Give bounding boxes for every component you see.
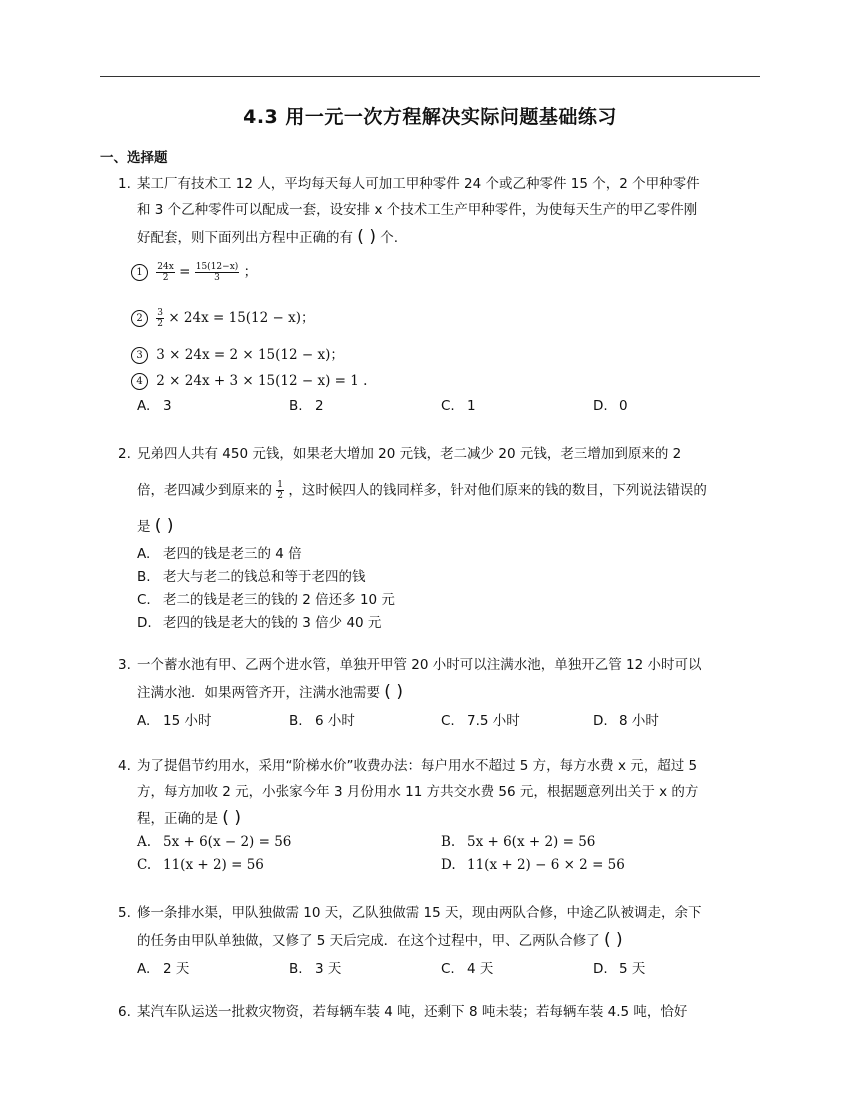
circled-number: 4 (131, 373, 148, 390)
equation-item-2: 2 $\frac{3}{2}$ × 24x = 15(12 − x)； (131, 308, 315, 329)
question-text-line: 修一条排水渠，甲队独做需 10 天，乙队独做需 15 天，现由两队合修，中途乙队被调走，余下 (137, 905, 702, 921)
answer-blank[interactable]: ( ) (357, 227, 376, 247)
page-title: 4.3 用一元一次方程解决实际问题基础练习 (243, 106, 617, 128)
option-d[interactable]: D. 老四的钱是老大的钱的 3 倍少 40 元 (137, 615, 382, 631)
fraction: $\frac{3}{2}$ (157, 308, 164, 329)
fraction: $\frac{15(12-x)}{3}$ (195, 262, 239, 283)
question-text-line: 为了提倡节约用水，采用“阶梯水价”收费办法：每户用水不超过 5 方，每方水费 x 元，超过 5 (137, 758, 698, 774)
option-b[interactable]: B. 5x + 6(x + 2) = 56 (441, 834, 596, 850)
question-text-line: 是 ( ) (137, 516, 174, 536)
question-text-line: 程，正确的是 ( ) (137, 808, 241, 828)
answer-blank[interactable]: ( ) (222, 808, 241, 828)
option-a[interactable]: A. 15 小时 (137, 713, 212, 729)
question-text-line: 兄弟四人共有 450 元钱，如果老大增加 20 元钱，老二减少 20 元钱，老三增加到原来的 2 (137, 446, 682, 462)
section-heading: 一、选择题 (100, 150, 168, 166)
question-number: 1. (118, 176, 131, 192)
question-text-line: 方，每方加收 2 元，小张家今年 3 月份用水 11 方共交水费 56 元，根据题意列出关于 x 的方 (137, 784, 699, 800)
answer-blank[interactable]: ( ) (384, 682, 403, 702)
equation-item-4: 4 2 × 24x + 3 × 15(12 − x) = 1 . (131, 371, 367, 391)
question-text-line: 倍，老四减少到原来的 $\frac{1}{2}$ ，这时候四人的钱同样多，针对他们原来的钱的数目，下列说法错误的 (137, 480, 707, 501)
option-c[interactable]: C. 4 天 (441, 961, 494, 977)
option-d[interactable]: D. 11(x + 2) − 6 × 2 = 56 (441, 857, 625, 873)
option-a[interactable]: A. 3 (137, 398, 172, 414)
option-c[interactable]: C. 老二的钱是老三的钱的 2 倍还多 10 元 (137, 592, 395, 608)
question-number: 5. (118, 905, 131, 921)
equation-item-3: 3 3 × 24x = 2 × 15(12 − x)； (131, 345, 344, 365)
option-d[interactable]: D. 8 小时 (593, 713, 659, 729)
question-number: 4. (118, 758, 131, 774)
answer-blank[interactable]: ( ) (154, 516, 174, 536)
question-text-line: 好配套，则下面列出方程中正确的有 ( ) 个. (137, 227, 399, 247)
option-b[interactable]: B. 2 (289, 398, 324, 414)
option-c[interactable]: C. 1 (441, 398, 476, 414)
answer-blank[interactable]: ( ) (603, 930, 623, 950)
option-b[interactable]: B. 3 天 (289, 961, 342, 977)
circled-number: 2 (131, 310, 148, 327)
question-text-line: 和 3 个乙种零件可以配成一套，设安排 x 个技术工生产甲种零件，为使每天生产的甲乙零件刚 (137, 202, 698, 218)
option-a[interactable]: A. 2 天 (137, 961, 190, 977)
option-a[interactable]: A. 5x + 6(x − 2) = 56 (137, 834, 292, 850)
question-number: 2. (118, 446, 131, 462)
question-text-line: 某汽车队运送一批救灾物资，若每辆车装 4 吨，还剩下 8 吨未装；若每辆车装 4.5 吨，恰好 (137, 1004, 688, 1020)
question-text-line: 的任务由甲队单独做，又修了 5 天后完成．在这个过程中，甲、乙两队合修了 ( ) (137, 930, 623, 950)
top-rule (100, 76, 760, 77)
option-d[interactable]: D. 0 (593, 398, 628, 414)
option-a[interactable]: A. 老四的钱是老三的 4 倍 (137, 546, 302, 562)
question-text-line: 注满水池．如果两管齐开，注满水池需要 ( ) (137, 682, 403, 702)
fraction: $\frac{24x}{2}$ (157, 262, 174, 283)
question-text-line: 某工厂有技术工 12 人，平均每天每人可加工甲种零件 24 个或乙种零件 15 个，2 个甲种零件 (137, 176, 700, 192)
option-c[interactable]: C. 11(x + 2) = 56 (137, 857, 264, 873)
option-c[interactable]: C. 7.5 小时 (441, 713, 520, 729)
option-b[interactable]: B. 老大与老二的钱总和等于老四的钱 (137, 569, 366, 585)
fraction: $\frac{1}{2}$ (277, 480, 284, 501)
equation-item-1: 1 $\frac{24x}{2}$ = $\frac{15(12-x)}{3}$ ； (131, 262, 257, 283)
question-text-line: 一个蓄水池有甲、乙两个进水管，单独开甲管 20 小时可以注满水池，单独开乙管 12 小时可以 (137, 657, 702, 673)
circled-number: 3 (131, 347, 148, 364)
question-number: 6. (118, 1004, 131, 1020)
circled-number: 1 (131, 264, 148, 281)
question-number: 3. (118, 657, 131, 673)
option-b[interactable]: B. 6 小时 (289, 713, 355, 729)
option-d[interactable]: D. 5 天 (593, 961, 646, 977)
